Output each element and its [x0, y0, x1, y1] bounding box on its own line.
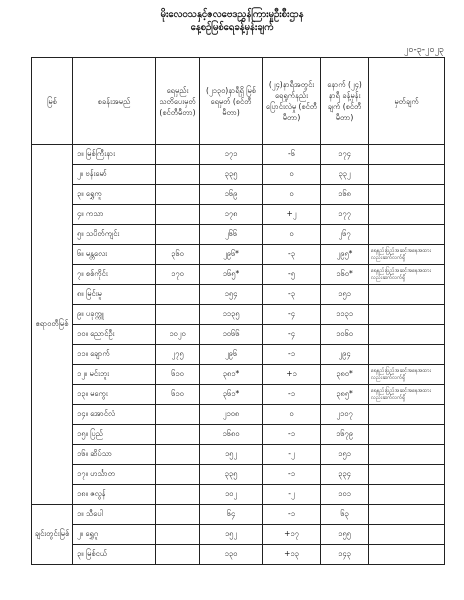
change-cell: -၂: [263, 485, 321, 505]
station-cell: ၁၀။ ညောင်ဦး: [73, 325, 156, 345]
change-cell: ၀: [263, 405, 321, 425]
table-row: [32, 305, 445, 325]
col-current-header: (၂၁၃၀)နာရီရှိ မြစ်ရေမှတ် (စင်တီမီတာ): [200, 58, 263, 145]
remark-cell: [369, 345, 445, 365]
current-level-cell: ၂၆၆: [200, 225, 263, 245]
station-cell: ၃။ မြစ်ငယ်: [73, 545, 156, 565]
danger-level-cell: [156, 425, 200, 445]
station-cell: ၁၈။ ဇလွန်: [73, 485, 156, 505]
station-cell: ၉။ ပခုက္ကူ: [73, 305, 156, 325]
current-level-cell: ၁၇၈: [200, 205, 263, 225]
danger-level-cell: [156, 485, 200, 505]
table-row: [32, 345, 445, 365]
change-cell: -၁: [263, 465, 321, 485]
danger-level-cell: [156, 465, 200, 485]
danger-level-cell: [156, 505, 200, 525]
forecast-cell: ၁၆၇၉: [321, 425, 369, 445]
col-remark-header: မှတ်ချက်: [369, 58, 445, 145]
forecast-cell: ၆၃: [321, 505, 369, 525]
danger-level-cell: [156, 185, 200, 205]
forecast-cell: ၃၈၅*: [321, 385, 369, 405]
current-level-cell: ၃၃၅: [200, 465, 263, 485]
current-level-cell: ၃၆၁*: [200, 385, 263, 405]
current-level-cell: ၂၁၀၈: [200, 405, 263, 425]
station-cell: ၁၃။ မကွေး: [73, 385, 156, 405]
forecast-cell: ၃၃၂: [321, 165, 369, 185]
change-cell: +၁: [263, 365, 321, 385]
current-level-cell: ၂၉၆: [200, 345, 263, 365]
document-title: နေ့စဉ်မြစ်ရေခန့်မှန်းချက်: [190, 22, 274, 33]
report-date: ၂၀-၃-၂၀၂၃: [403, 45, 444, 55]
col-forecast-header: နောက် (၂၄) နာရီ ခန့်မှန်းချက် (စင်တီမီတာ): [321, 58, 369, 145]
table-row: [32, 265, 445, 285]
station-cell: ၅။ သပိတ်ကျင်း: [73, 225, 156, 245]
remark-cell: ရေနည်းပြည့်အဆင့်အနေအထား လည်းဆက်လက်ရှိ: [369, 265, 445, 285]
forecast-cell: ၁၁၃၁: [321, 305, 369, 325]
table-row: [32, 145, 445, 165]
station-cell: ၁၇။ ဟင်္သာတ: [73, 465, 156, 485]
table-row: [32, 285, 445, 305]
current-level-cell: ၁၁၃၅: [200, 305, 263, 325]
remark-cell: [369, 545, 445, 565]
change-cell: ၀: [263, 185, 321, 205]
remark-cell: ရေနည်းပြည့်အဆင့်အနေအထား လည်းဆက်လက်ရှိ: [369, 245, 445, 265]
forecast-cell: ၁၀၆၀: [321, 325, 369, 345]
table-row: [32, 485, 445, 505]
forecast-cell: ၁၅၁: [321, 445, 369, 465]
table-header-row: [32, 58, 445, 145]
station-cell: ၁။ သီပေါ: [73, 505, 156, 525]
forecast-cell: ၁၆၈: [321, 185, 369, 205]
change-cell: -၂: [263, 445, 321, 465]
danger-level-cell: ၃၆၀: [156, 245, 200, 265]
change-cell: -၄: [263, 305, 321, 325]
table-row: [32, 365, 445, 385]
danger-level-cell: [156, 205, 200, 225]
table-row: [32, 225, 445, 245]
forecast-cell: ၁၄၃: [321, 545, 369, 565]
station-cell: ၂။ ဗန်းမော်: [73, 165, 156, 185]
table-row: [32, 325, 445, 345]
change-cell: -၁: [263, 425, 321, 445]
remark-cell: [369, 425, 445, 445]
current-level-cell: ၁၀၂: [200, 485, 263, 505]
table-row: [32, 465, 445, 485]
current-level-cell: ၃၃၅: [200, 165, 263, 185]
remark-cell: [369, 445, 445, 465]
current-level-cell: ၁၀၆၆: [200, 325, 263, 345]
current-level-cell: ၃၈၁*: [200, 365, 263, 385]
station-cell: ၁၄။ အောင်လံ: [73, 405, 156, 425]
change-cell: -၁: [263, 385, 321, 405]
current-level-cell: ၁၅၂: [200, 525, 263, 545]
station-cell: ၈။ မြင်းမူ: [73, 285, 156, 305]
change-cell: -၃: [263, 285, 321, 305]
remark-cell: [369, 505, 445, 525]
river-name-cell: ချင်းတွင်းမြစ်: [32, 505, 73, 565]
remark-cell: [369, 485, 445, 505]
current-level-cell: ၆၄: [200, 505, 263, 525]
remark-cell: ရေနည်းပြည့်အဆင့်အနေအထား လည်းဆက်လက်ရှိ: [369, 365, 445, 385]
danger-level-cell: [156, 225, 200, 245]
remark-cell: [369, 205, 445, 225]
forecast-cell: ၁၅၁: [321, 285, 369, 305]
station-cell: ၃။ ရွှေကူ: [73, 185, 156, 205]
change-cell: +၁၃: [263, 545, 321, 565]
forecast-cell: ၂၉၅*: [321, 245, 369, 265]
change-cell: -၆: [263, 145, 321, 165]
table-row: [32, 545, 445, 565]
forecast-cell: ၂၆၇: [321, 225, 369, 245]
remark-cell: [369, 285, 445, 305]
station-cell: ၄။ ကသာ: [73, 205, 156, 225]
river-forecast-table: [31, 57, 445, 565]
danger-level-cell: [156, 145, 200, 165]
change-cell: -၄: [263, 325, 321, 345]
col-danger-header: ရေမှည်း သတိပေးမှတ် (စင်တီမီတာ): [156, 58, 200, 145]
table-row: [32, 525, 445, 545]
danger-level-cell: [156, 525, 200, 545]
remark-cell: [369, 165, 445, 185]
change-cell: ၀: [263, 225, 321, 245]
change-cell: -၁: [263, 505, 321, 525]
danger-level-cell: ၆၁၀: [156, 385, 200, 405]
danger-level-cell: [156, 285, 200, 305]
danger-level-cell: ၂၇၅: [156, 345, 200, 365]
change-cell: +၁၇: [263, 525, 321, 545]
change-cell: -၅: [263, 265, 321, 285]
forecast-cell: ၁၅၅: [321, 525, 369, 545]
remark-cell: [369, 405, 445, 425]
remark-cell: [369, 145, 445, 165]
change-cell: +၂: [263, 205, 321, 225]
station-cell: ၆။ မန္တလေး: [73, 245, 156, 265]
remark-cell: [369, 325, 445, 345]
col-river-header: မြစ်: [32, 58, 73, 145]
danger-level-cell: ၆၁၀: [156, 365, 200, 385]
remark-cell: [369, 305, 445, 325]
danger-level-cell: ၁၀၂၀: [156, 325, 200, 345]
table-row: [32, 425, 445, 445]
table-row: [32, 165, 445, 185]
col-station-header: စခန်းအမည်: [73, 58, 156, 145]
danger-level-cell: [156, 305, 200, 325]
current-level-cell: ၁၆၅*: [200, 265, 263, 285]
col-change-header: (၂၄)နာရီအတွင်း ရေရှုက်နည်းပြောင်းလဲမှု (စင်တီမီတာ): [263, 58, 321, 145]
remark-cell: [369, 225, 445, 245]
current-level-cell: ၁၃၀: [200, 545, 263, 565]
current-level-cell: ၁၅၂: [200, 445, 263, 465]
danger-level-cell: [156, 545, 200, 565]
current-level-cell: ၁၆၉: [200, 185, 263, 205]
current-level-cell: ၁၇၁: [200, 145, 263, 165]
danger-level-cell: ၁၇၀: [156, 265, 200, 285]
station-cell: ၂။ ရွှေဂူ: [73, 525, 156, 545]
table-row: [32, 505, 445, 525]
table-row: [32, 405, 445, 425]
remark-cell: [369, 465, 445, 485]
remark-cell: ရေနည်းပြည့်အဆင့်အနေအထား လည်းဆက်လက်ရှိ: [369, 385, 445, 405]
station-cell: ၁၆။ ဆိပ်သာ: [73, 445, 156, 465]
table-row: [32, 445, 445, 465]
forecast-cell: ၁၀၁: [321, 485, 369, 505]
forecast-cell: ၁၆၀*: [321, 265, 369, 285]
forecast-cell: ၁၇၄: [321, 145, 369, 165]
current-level-cell: ၁၅၄: [200, 285, 263, 305]
table-row: [32, 385, 445, 405]
change-cell: ၀: [263, 165, 321, 185]
danger-level-cell: [156, 165, 200, 185]
forecast-cell: ၂၉၄: [321, 345, 369, 365]
station-cell: ၁။ မြစ်ကြီးနား: [73, 145, 156, 165]
forecast-cell: ၁၇၇: [321, 205, 369, 225]
forecast-cell: ၃၃၄: [321, 465, 369, 485]
station-cell: ၁၅။ ပြည်: [73, 425, 156, 445]
station-cell: ၇။ စစ်ကိုင်း: [73, 265, 156, 285]
forecast-cell: ၂၁၀၇: [321, 405, 369, 425]
danger-level-cell: [156, 445, 200, 465]
table-row: [32, 205, 445, 225]
table-row: [32, 245, 445, 265]
department-title: မိုးလေဝသနှင့်ဇလဗေဒညွှန်ကြားမှုဦးစီးဌာန: [160, 9, 304, 20]
danger-level-cell: [156, 405, 200, 425]
table-row: [32, 185, 445, 205]
remark-cell: [369, 525, 445, 545]
change-cell: -၁: [263, 345, 321, 365]
station-cell: ၁၁။ ချောက်: [73, 345, 156, 365]
river-name-cell: ဧရာဝတီမြစ်: [32, 145, 73, 505]
remark-cell: [369, 185, 445, 205]
current-level-cell: ၂၉၆*: [200, 245, 263, 265]
current-level-cell: ၁၆၈၀: [200, 425, 263, 445]
change-cell: -၃: [263, 245, 321, 265]
station-cell: ၁၂။ မင်းဘူး: [73, 365, 156, 385]
forecast-cell: ၃၈၀*: [321, 365, 369, 385]
